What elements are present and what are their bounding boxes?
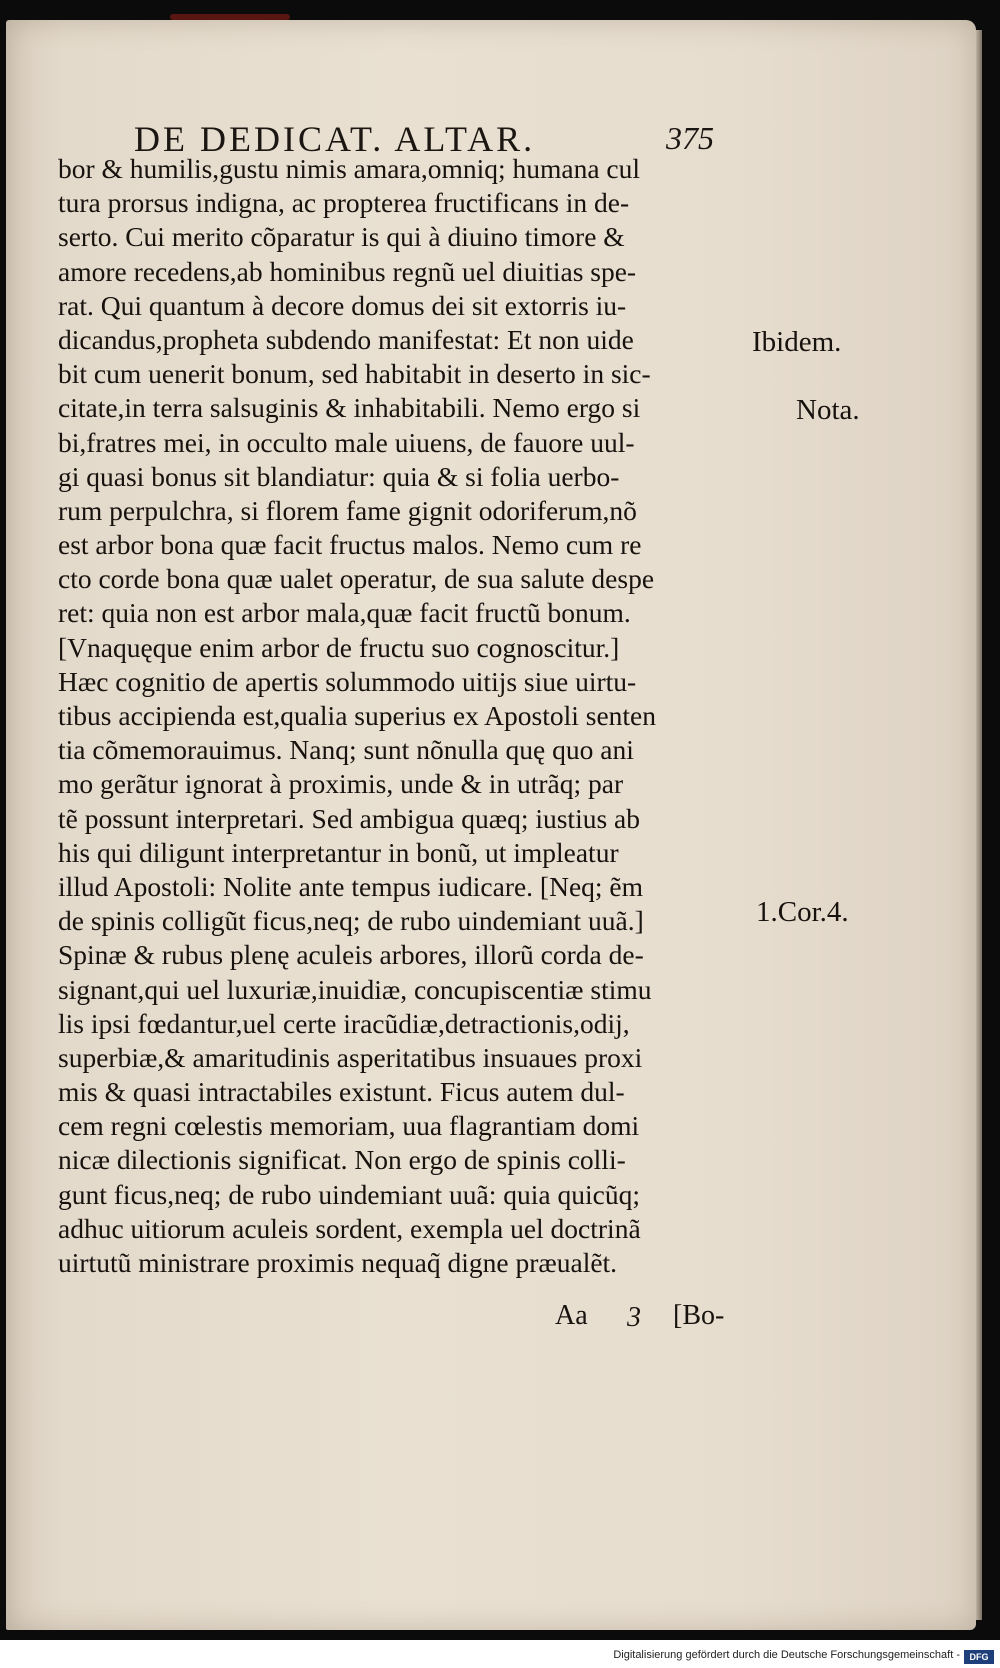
- text-line: ret: quia non est arbor mala,quæ facit fructũ bonum.: [58, 597, 631, 629]
- catchword: [Bo-: [673, 1300, 725, 1331]
- text-line: Spinæ & rubus plenę aculeis arbores, illorũ corda de-: [58, 939, 644, 971]
- text-line: bit cum uenerit bonum, sed habitabit in deserto in sic-: [58, 358, 651, 390]
- text-line: de spinis colligũt ficus,neq; de rubo uindemiant uuã.]: [58, 905, 644, 937]
- body-text: [58, 152, 718, 1280]
- text-line: bi,fratres mei, in occulto male uiuens, de fauore uul-: [58, 426, 635, 458]
- text-line: [Vnaquęque enim arbor de fructu suo cognoscitur.]: [58, 631, 620, 663]
- text-line: adhuc uitiorum aculeis sordent, exempla uel doctrinã: [58, 1212, 641, 1244]
- running-title: DE DEDICAT. ALTAR.: [134, 119, 536, 159]
- text-line: dicandus,propheta subdendo manifestat: Et non uide: [58, 323, 634, 355]
- text-line: uirtutũ ministrare proximis nequaq̃ digne præualẽt.: [58, 1247, 618, 1278]
- text-line: amore recedens,ab hominibus regnũ uel diuitias spe-: [58, 255, 637, 287]
- text-line: citate,in terra salsuginis & inhabitabili. Nemo ergo si: [58, 392, 641, 424]
- margin-note-cor: 1.Cor.4.: [756, 896, 849, 928]
- text-line: rum perpulchra, si florem fame gignit odoriferum,nõ: [58, 494, 637, 526]
- text-line: his qui diligunt interpretantur in bonũ, ut impleatur: [58, 836, 619, 868]
- text-line: nicæ dilectionis significat. Non ergo de spinis colli-: [58, 1144, 626, 1176]
- text-line: cem regni cœlestis memoriam, uua flagrantiam domi: [58, 1110, 640, 1142]
- text-line: serto. Cui merito cõparatur is qui à diuino timore &: [58, 221, 625, 253]
- text-line: lis ipsi fœdantur,uel certe iracũdiæ,detractionis,odij,: [58, 1007, 630, 1039]
- page-number: 375: [666, 120, 714, 156]
- text-line: superbiæ,& amaritudinis asperitatibus insuaues proxi: [58, 1041, 643, 1073]
- signature-mark: Aa: [555, 1300, 588, 1331]
- text-line: gi quasi bonus sit blandiatur: quia & si folia uerbo-: [58, 460, 620, 492]
- text-line: Hæc cognitio de apertis solummodo uitijs siue uirtu-: [58, 665, 637, 697]
- text-line: tẽ possunt interpretari. Sed ambigua quæq; iustius ab: [58, 802, 640, 834]
- text-line: mo gerãtur ignorat à proximis, unde & in utrãq; par: [58, 768, 624, 800]
- text-line: illud Apostoli: Nolite ante tempus iudicare. [Neq; ẽm: [58, 870, 644, 902]
- text-line: tia cõmemorauimus. Nanq; sunt nõnulla quę quo ani: [58, 734, 634, 766]
- margin-note-nota: Nota.: [796, 394, 860, 426]
- text-line: est arbor bona quæ facit fructus malos. Nemo cum re: [58, 529, 642, 561]
- footer-bar: [0, 1648, 1000, 1668]
- text-line: rat. Qui quantum à decore domus dei sit extorris iu-: [58, 289, 627, 321]
- text-line: signant,qui uel luxuriæ,inuidiæ, concupiscentiæ stimu: [58, 973, 652, 1005]
- text-line: cto corde bona quæ ualet operatur, de sua salute despe: [58, 563, 655, 595]
- dfg-logo: DFG: [964, 1650, 994, 1664]
- catchwords-line: [555, 1300, 755, 1340]
- footer-credit: Digitalisierung gefördert durch die Deutsche Forschungsgemeinschaft -: [613, 1649, 960, 1661]
- text-line: tibus accipienda est,qualia superius ex Apostoli senten: [58, 700, 656, 731]
- text-line: mis & quasi intractabiles existunt. Ficus autem dul-: [58, 1076, 625, 1108]
- signature-number: 3: [627, 1302, 641, 1333]
- text-line: bor & humilis,gustu nimis amara,omniq; humana cul: [58, 153, 641, 184]
- text-line: gunt ficus,neq; de rubo uindemiant uuã: quia quicũq;: [58, 1178, 640, 1210]
- margin-note-ibidem: Ibidem.: [752, 326, 842, 358]
- text-line: tura prorsus indigna, ac propterea fructificans in de-: [58, 187, 630, 219]
- page-edge: [976, 30, 982, 1620]
